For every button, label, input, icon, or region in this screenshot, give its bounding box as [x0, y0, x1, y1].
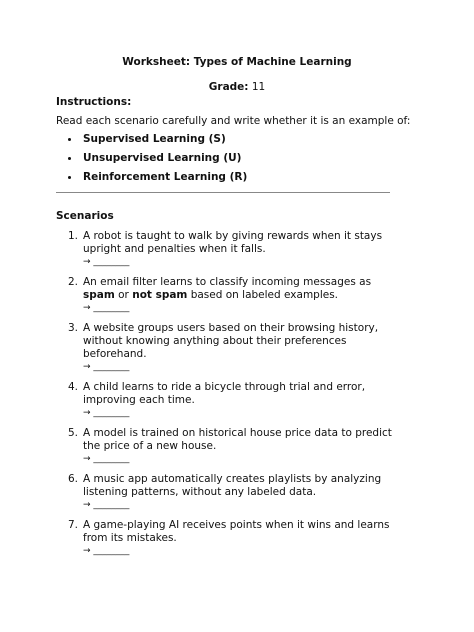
- learning-type-item: [56, 130, 247, 149]
- answer-blank[interactable]: → ________: [83, 454, 130, 464]
- learning-type-label: Unsupervised Learning (U): [83, 152, 242, 164]
- learning-type-label: Reinforcement Learning (R): [83, 171, 248, 183]
- instructions-heading: Instructions:: [56, 96, 132, 108]
- bullet-icon: [68, 176, 71, 179]
- scenario-number: 1.: [68, 230, 79, 242]
- grade-label: Grade:: [208, 81, 249, 93]
- answer-blank[interactable]: → ________: [83, 408, 130, 418]
- bullet-icon: [68, 138, 71, 141]
- scenario-item: [56, 473, 396, 512]
- scenario-number: 4.: [68, 381, 79, 393]
- scenario-text: A model is trained on historical house price data to predict the price of a new house.: [83, 427, 392, 452]
- scenario-text-part: based on labeled examples.: [187, 289, 339, 301]
- scenario-number: 6.: [68, 473, 79, 485]
- scenario-list: [56, 230, 396, 565]
- learning-type-item: [56, 168, 247, 187]
- learning-type-item: [56, 149, 247, 168]
- scenario-item: [56, 381, 396, 420]
- bullet-icon: [68, 157, 71, 160]
- scenario-term-spam: spam: [83, 289, 115, 301]
- learning-types-list: [56, 130, 247, 187]
- answer-blank[interactable]: → ________: [83, 362, 130, 372]
- scenario-number: 3.: [68, 322, 79, 334]
- learning-type-label: Supervised Learning (S): [83, 133, 226, 145]
- scenario-text-part: An email filter learns to classify incoming messages as: [83, 276, 372, 288]
- scenario-number: 7.: [68, 519, 79, 531]
- scenario-text: A robot is taught to walk by giving rewards when it stays upright and penalties when it falls.: [83, 230, 383, 255]
- scenario-item: [56, 519, 396, 558]
- scenario-term-not-spam: not spam: [132, 289, 188, 301]
- grade-line: [0, 81, 474, 94]
- answer-blank[interactable]: → ________: [83, 257, 130, 267]
- scenario-text: [83, 276, 396, 302]
- answer-blank[interactable]: → ________: [83, 500, 130, 510]
- grade-value: 11: [251, 81, 266, 93]
- scenario-text: A child learns to ride a bicycle through trial and error, improving each time.: [83, 381, 366, 406]
- instructions-text: Read each scenario carefully and write whether it is an example of:: [56, 115, 411, 127]
- scenario-text-part: or: [114, 289, 133, 301]
- scenarios-heading: Scenarios: [56, 210, 114, 222]
- scenario-number: 5.: [68, 427, 79, 439]
- scenario-item: [56, 276, 396, 315]
- section-divider: [56, 192, 390, 193]
- scenario-text: A game-playing AI receives points when it wins and learns from its mistakes.: [83, 519, 390, 544]
- scenario-item: [56, 322, 396, 374]
- scenario-number: 2.: [68, 276, 79, 288]
- answer-blank[interactable]: → ________: [83, 303, 130, 313]
- scenario-item: [56, 427, 396, 466]
- scenario-text: A music app automatically creates playlists by analyzing listening patterns, without any labeled data.: [83, 473, 382, 498]
- answer-blank[interactable]: → ________: [83, 546, 130, 556]
- scenario-item: [56, 230, 396, 269]
- worksheet-title: Worksheet: Types of Machine Learning: [122, 56, 352, 68]
- scenario-text: A website groups users based on their browsing history, without knowing anything about their preferences beforehand.: [83, 322, 379, 360]
